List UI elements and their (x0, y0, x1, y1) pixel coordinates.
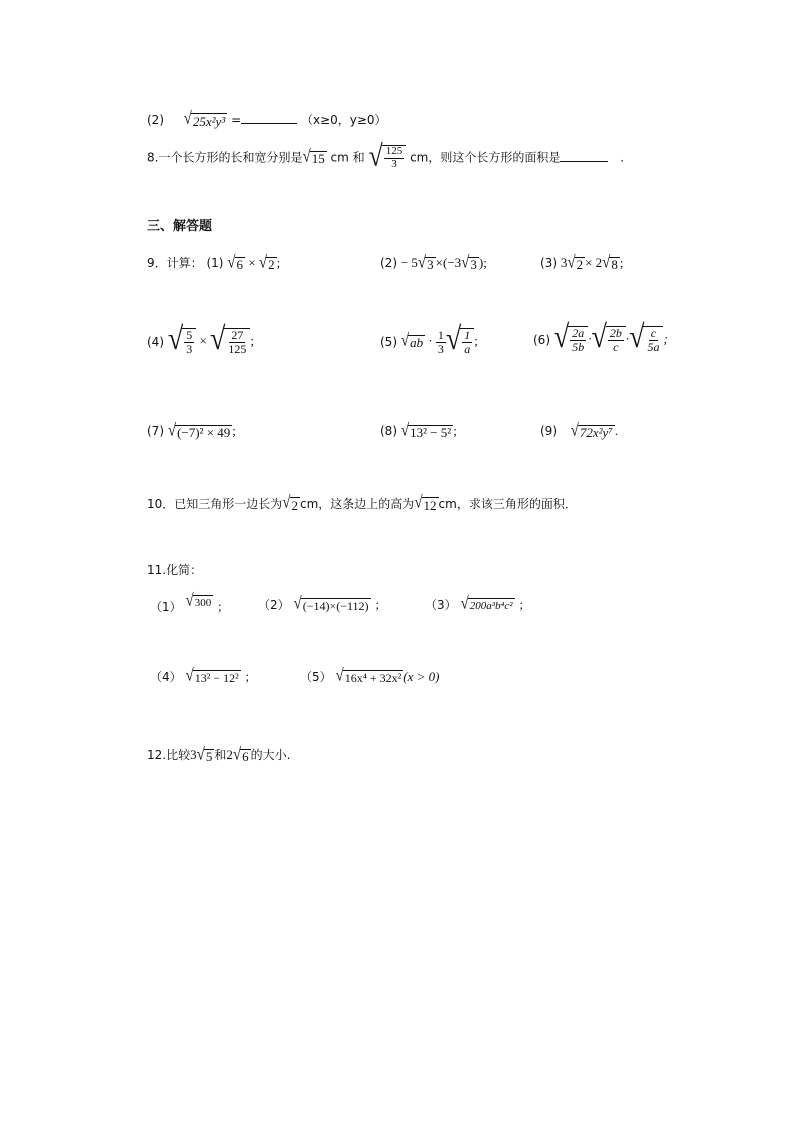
q9-label-2: (2) (380, 256, 397, 270)
item-label: (2) (147, 113, 164, 127)
radical-expression: √ 25x²y³ (183, 109, 226, 129)
q12-prefix: 12.比较 (147, 748, 191, 762)
answer-blank[interactable] (241, 111, 297, 124)
q11-expr-1: √ 300 (185, 591, 212, 610)
q8-unit2: cm，则这个长方形的面积是 (410, 150, 561, 165)
q9-item-6 (533, 319, 668, 356)
q9-item-9 (540, 421, 619, 441)
q9-label-4: (4) (147, 335, 164, 349)
answer-blank[interactable] (560, 149, 608, 162)
question-8 (147, 138, 625, 173)
q9-expr-9: √ 72x²y⁷ . (570, 421, 619, 441)
q11-item-4: （4） √ 13² − 12² ； (150, 666, 257, 685)
q9-item-2 (380, 253, 487, 273)
q9-label-1: (1) (206, 256, 224, 270)
q11-expr-2: √ (−14)×(−112) (293, 594, 369, 613)
q9-expr-3: 3 √ 2 × 2 √ 8 ; (560, 253, 624, 273)
q11-label-1: （1） (150, 600, 182, 614)
q9-label-9: (9) (540, 424, 557, 438)
q11-head: 11.化简： (147, 563, 203, 577)
q11-item-1: （1） √ 300 ； (150, 591, 230, 614)
q12-and: 和 (214, 748, 227, 762)
q9-expr-4: √ $\frac{5}{3}$ × √ $\frac{27}{125}$ ; (167, 321, 255, 358)
q9-item-4 (147, 321, 255, 358)
q9-expr-5: √ ab · $\frac{1}{3}$ √ $\frac{1}{a}$ ; (400, 321, 478, 358)
height-radical: √ 12 (414, 493, 437, 513)
q11-item-3: （3） √ 200a³b⁴c² ； (425, 594, 531, 613)
q11-item-2: （2） √ (−14)×(−112) ； (258, 594, 387, 613)
q9-label-8: (8) (380, 424, 397, 438)
q9-item-3 (540, 253, 624, 273)
q11-expr-5: √ 16x⁴ + 32x² (335, 666, 402, 685)
q9-label-3: (3) (540, 256, 557, 270)
q9-expr-7: √ (−7)² × 49 ; (167, 421, 236, 441)
width-radical: √ $\frac{125}{3}$ (368, 145, 406, 171)
q11-label-3: （3） (425, 598, 457, 612)
q9-label-6: (6) (533, 333, 550, 347)
q9-expr-8: √ 13² − 5² ; (400, 421, 457, 441)
q8-prefix: 8.一个长方形的长和宽分别是 (147, 150, 303, 165)
q10-prefix: 10．已知三角形一边长为 (147, 497, 283, 511)
q11-item-5 (300, 666, 440, 685)
q9-item-8 (380, 421, 457, 441)
equals-sign: = (231, 113, 242, 127)
q9-head (147, 253, 281, 273)
q12-suffix: 的大小. (250, 748, 291, 762)
q11-label-5: （5） (300, 670, 332, 684)
q10-mid: cm，这条边上的高为 (300, 497, 415, 511)
q7-item-2 (147, 111, 387, 128)
q9-label-7: (7) (147, 424, 164, 438)
q11-cond-5: (x > 0) (403, 669, 440, 684)
q11-label-2: （2） (258, 598, 290, 612)
q11-expr-4: √ 13² − 12² (185, 666, 239, 685)
side-radical: √ 2 (282, 493, 299, 513)
q12-expr-a: 3 √ 5 (190, 745, 213, 765)
section-title: 三、解答题 (147, 219, 213, 234)
q9-label-5: (5) (380, 335, 397, 349)
q8-unit1: cm 和 (330, 150, 365, 165)
q9-expr-2: − 5 √ 3 ×(−3 √ 3 ); (400, 253, 487, 273)
q9-expr-6: √ $\frac{2a}{5b}$ · √ $\frac{2b}{c}$ · √ $\frac{c}{5a}$ ; (553, 319, 668, 356)
q11-expr-3: √ 200a³b⁴c² (460, 594, 513, 613)
q9-expr-1: √ 6 × √ 2 ; (227, 253, 281, 273)
length-radical: √ 15 (302, 147, 325, 166)
q12-expr-b: 2 √ 6 (226, 745, 249, 765)
q10-suffix: cm，求该三角形的面积． (438, 497, 577, 511)
question-10 (147, 493, 577, 513)
question-12 (147, 745, 291, 765)
q11-label-4: （4） (150, 670, 182, 684)
q9-item-5 (380, 321, 478, 358)
condition-text: （x≥0，y≥0） (300, 113, 387, 127)
q9-title: 9．计算： (147, 256, 203, 270)
q8-tail: . (620, 150, 625, 165)
q9-item-7 (147, 421, 236, 441)
